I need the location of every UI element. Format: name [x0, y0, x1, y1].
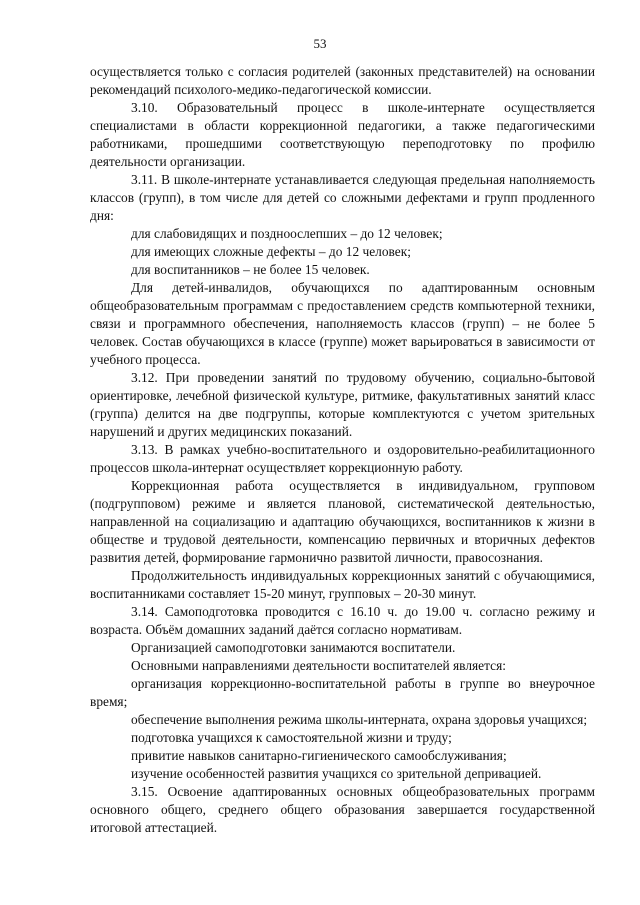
list-item: для имеющих сложные дефекты – до 12 человек; — [131, 244, 411, 259]
document-body — [90, 63, 595, 837]
paragraph: организация коррекционно-воспитательной работы в группе во внеурочное время; — [90, 676, 595, 709]
paragraph: подготовка учащихся к самостоятельной жизни и труду; — [131, 730, 452, 745]
paragraph: Продолжительность индивидуальных коррекционных занятий с обучающимися, воспитанниками составляет 15-20 минут, групповых – 20-30 минут. — [90, 568, 595, 601]
paragraph: Для детей-инвалидов, обучающихся по адаптированным основным общеобразовательным программам с предоставлением средств компьютерной техники, связи и программного обеспечения, наполняемость классов (групп) – не более 5 человек. Состав обучающихся в классе (группе) может варьироваться в зависимости от учебного процесса. — [90, 280, 595, 367]
paragraph: 3.15. Освоение адаптированных основных общеобразовательных программ основного общего, среднего общего образования завершается государственной итоговой аттестацией. — [90, 784, 595, 835]
page-number: 53 — [313, 36, 327, 51]
paragraph: изучение особенностей развития учащихся со зрительной депривацией. — [131, 766, 542, 781]
list-item: для слабовидящих и поздноослепших – до 12 человек; — [131, 226, 443, 241]
paragraph: 3.11. В школе-интернате устанавливается следующая предельная наполняемость классов (групп), в том числе для детей со сложными дефектами и групп продленного дня: — [90, 172, 595, 223]
paragraph: обеспечение выполнения режима школы-интерната, охрана здоровья учащихся; — [131, 712, 588, 727]
paragraph: 3.12. При проведении занятий по трудовому обучению, социально-бытовой ориентировке, лечебной физической культуре, ритмике, факультативных занятий класс (группа) делится на две подгруппы, которые комплектуются с учетом зрительных нарушений и других медицинских показаний. — [90, 370, 595, 439]
paragraph: Организацией самоподготовки занимаются воспитатели. — [131, 640, 456, 655]
paragraph: 3.10. Образовательный процесс в школе-интернате осуществляется специалистами в области коррекционной педагогики, а также педагогическими работниками, прошедшими соответствующую переподготовку по профилю деятельности организации. — [90, 100, 595, 169]
paragraph: Коррекционная работа осуществляется в индивидуальном, групповом (подгрупповом) режиме и является плановой, систематической деятельностью, направленной на социализацию и адаптацию обучающихся, воспитанников к жизни в обществе и трудовой деятельности, компенсацию первичных и вторичных дефектов развития детей, формирование гармонично развитой личности, правосознания. — [90, 478, 595, 565]
paragraph: 3.14. Самоподготовка проводится с 16.10 ч. до 19.00 ч. согласно режиму и возраста. Объём домашних заданий даётся согласно нормативам. — [90, 604, 595, 637]
paragraph: 3.13. В рамках учебно-воспитательного и оздоровительно-реабилитационного процессов школа-интернат осуществляет коррекционную работу. — [90, 442, 595, 475]
paragraph: привитие навыков санитарно-гигиенического самообслуживания; — [131, 748, 507, 763]
paragraph: Основными направлениями деятельности воспитателей является: — [131, 658, 506, 673]
paragraph: осуществляется только с согласия родителей (законных представителей) на основании рекомендаций психолого-медико-педагогической комиссии. — [90, 64, 595, 97]
list-item: для воспитанников – не более 15 человек. — [131, 262, 370, 277]
